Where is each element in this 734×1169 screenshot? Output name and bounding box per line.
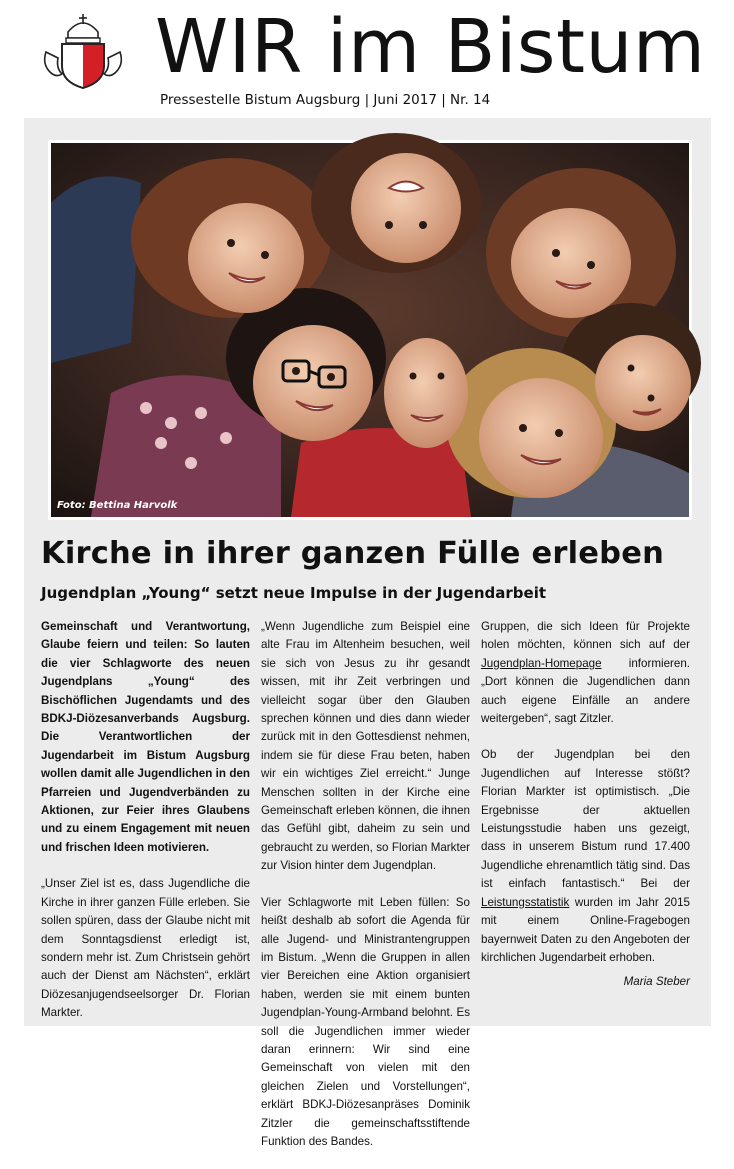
paragraph-text: informieren. „Dort können die Jugendlichen dann auch eigene Einfälle an andere weitergeben“, sagt Zitzler.	[481, 656, 690, 726]
article-headline: Kirche in ihrer ganzen Fülle erleben	[41, 536, 665, 571]
article-column-2	[261, 618, 470, 1169]
article-panel	[24, 118, 711, 1148]
article-paragraph	[481, 618, 690, 728]
photo-credit: Foto: Bettina Harvolk	[57, 500, 178, 511]
article-lead: Gemeinschaft und Verantwortung, Glaube feiern und teilen: So lauten die vier Schlagworte des neuen Jugendplans „Young“ des Bischöflichen Jugendamts und des BDKJ-Diözesanverbands Augsburg. Die Verantwortlichen der Jugendarbeit im Bistum Augsburg wollen damit alle Jugendlichen in den Pfarreien und Jugendverbänden zu Aktionen, zur Feier ihres Glaubens und zu einem Engagement mit neuen und frischen Ideen motivieren.	[41, 620, 250, 854]
masthead-subline: Pressestelle Bistum Augsburg | Juni 2017 | Nr. 14	[160, 92, 491, 108]
article-column-1	[41, 618, 250, 1041]
paragraph-text: wurden im Jahr 2015 mit einem Online-Fragebogen bayernweit Daten zu den Angeboten der kirchlichen Jugendarbeit erhoben.	[481, 895, 690, 964]
masthead-title: WIR im Bistum	[155, 4, 706, 90]
article-author: Maria Steber	[623, 975, 690, 989]
article-paragraph: „Unser Ziel ist es, dass Jugendliche die Kirche in ihrer ganzen Fülle erleben. Sie sollen spüren, dass der Glaube nicht mit dem Sonntagsdienst erledigt ist, sondern mehr ist. Zum Christsein gehört auch der Dienst am Nächsten“, erklärt Diözesanjugendseelsorger Dr. Florian Markter.	[41, 877, 250, 1020]
article-paragraph	[481, 746, 690, 967]
leistungsstatistik-link[interactable]: Leistungsstatistik	[481, 895, 570, 909]
article-subheadline: Jugendplan „Young“ setzt neue Impulse in der Jugendarbeit	[41, 584, 547, 602]
jugendplan-homepage-link[interactable]: Jugendplan-Homepage	[481, 656, 602, 670]
diocese-crest-logo	[40, 12, 126, 92]
article-paragraph: Vier Schlagworte mit Leben füllen: So heißt deshalb ab sofort die Agenda für alle Jugend- und Ministrantengruppen im Bistum. „Wenn die Gruppen in allen vier Bereichen eine Aktion organisiert haben, werden sie mit einem bunten Jugendplan-Young-Armband belohnt. Es soll die Jugendlichen immer wieder daran erinnern: Wir sind eine Gemeinschaft von vielen mit den gleichen Zielen und Vorstellungen“, erklärt BDKJ-Diözesanpräses Dominik Zitzler die gemeinschaftsstiftende Funktion des Bandes.	[261, 895, 470, 1148]
article-paragraph: „Wenn Jugendliche zum Beispiel eine alte Frau im Altenheim besuchen, weil sie sich von Jesus zu ihr gesandt wissen, mit ihr Zeit verbringen und vielleicht sogar über den Glauben sprechen können und dies dann wieder zurück mit in den Gottesdienst nehmen, indem sie für diese Frau beten, haben wir ein wichtiges Ziel erreicht.“ Junge Menschen sollten in der Kirche eine Gemeinschaft erleben können, die ihnen das Gefühl gibt, daheim zu sein und gebraucht zu werden, so Florian Markter zur Vision hinter dem Jugendplan.	[261, 620, 470, 873]
article-column-3	[481, 618, 690, 1010]
paragraph-text: Gruppen, die sich Ideen für Projekte holen möchten, können sich auf der	[481, 620, 690, 652]
paragraph-text: Ob der Jugendplan bei den Jugendlichen auf Interesse stößt? Florian Markter ist optimistisch. „Die Ergebnisse der aktuellen Leistungsstudie haben uns gezeigt, dass in unserem Bistum rund 17.400 Jugendliche ehrenamtlich tätig sind. Das ist einfach fantastisch.“ Bei der	[481, 748, 690, 891]
group-photo	[48, 140, 692, 520]
